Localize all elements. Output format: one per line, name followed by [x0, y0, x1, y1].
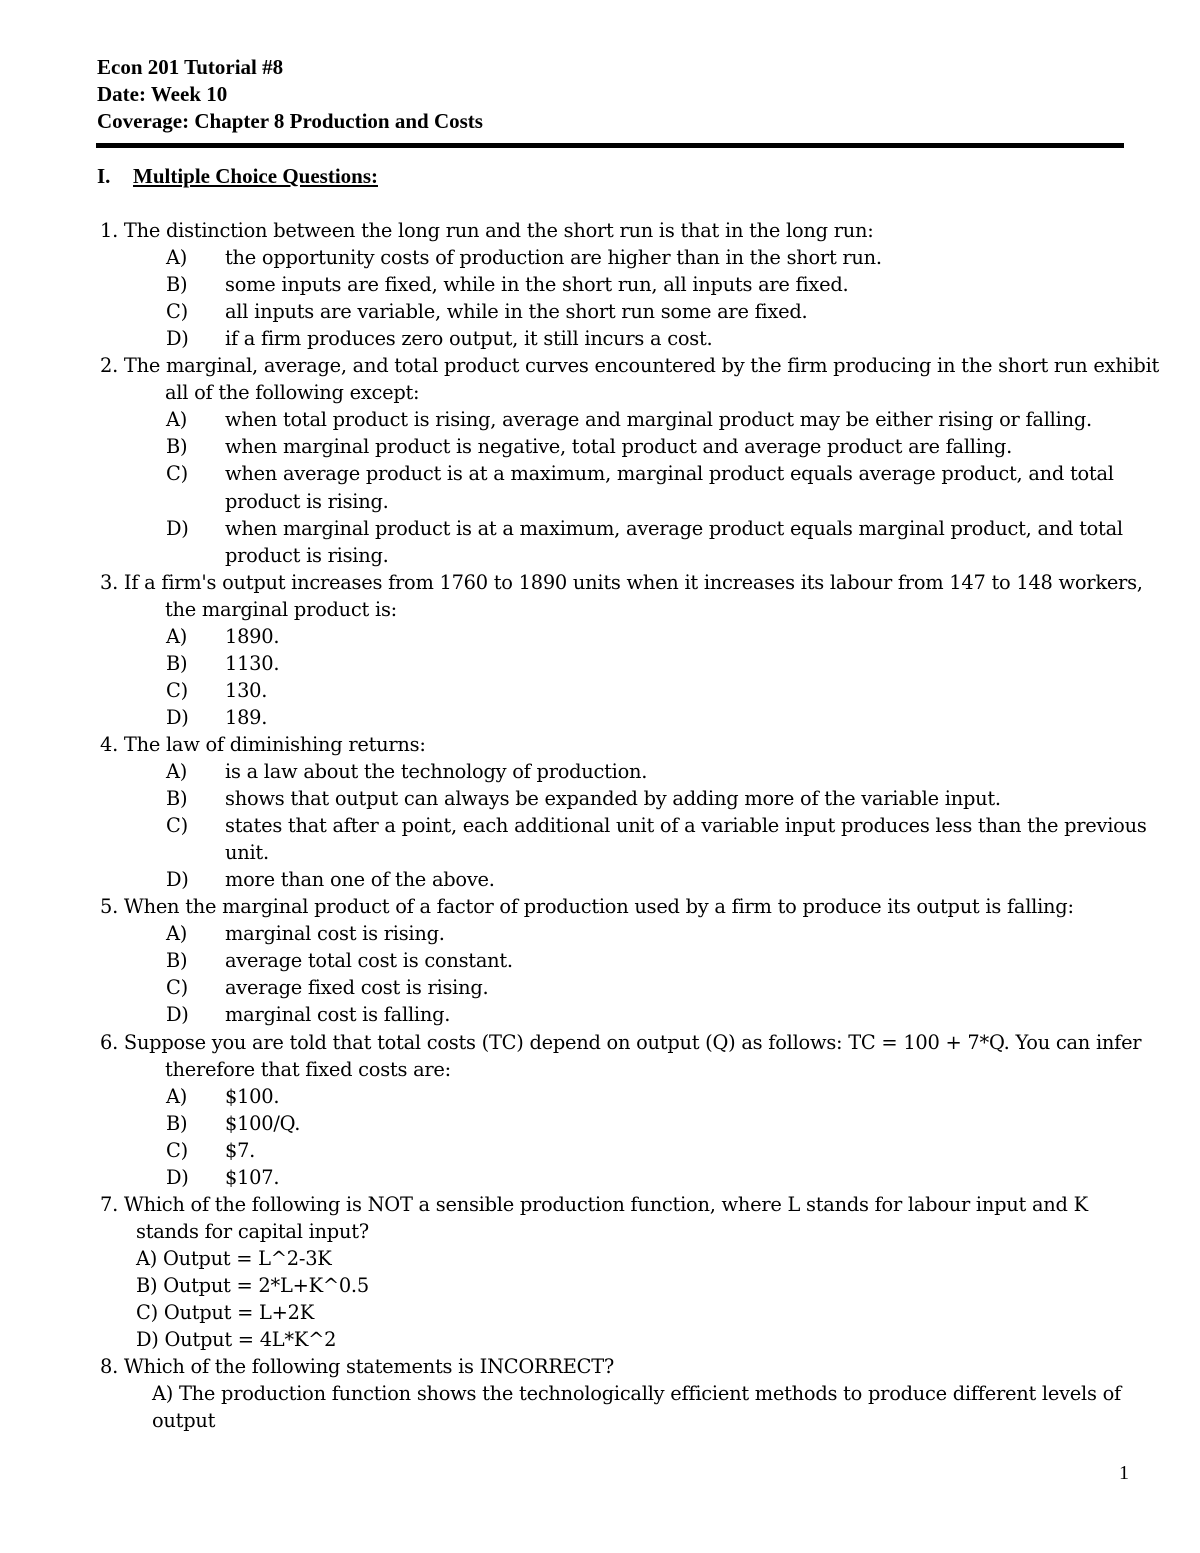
question-8-option: A) The production function shows the technologically efficient methods to produce different levels of — [152, 1382, 1121, 1406]
question-1-option-letter: A) — [166, 246, 188, 270]
question-6-text: therefore that fixed costs are: — [165, 1057, 451, 1081]
question-7-option: B) Output = 2*L+K^0.5 — [136, 1273, 369, 1297]
question-8-option: output — [152, 1409, 216, 1433]
question-2-option-text: when total product is rising, average and marginal product may be either rising or falling. — [225, 408, 1092, 432]
question-3-text: the marginal product is: — [165, 597, 397, 621]
question-2-option-text: when average product is at a maximum, marginal product equals average product, and total — [225, 462, 1114, 486]
question-1-option-letter: B) — [166, 273, 188, 297]
question-3-option-text: 1130. — [225, 651, 280, 675]
question-4-option-letter: D) — [166, 868, 189, 892]
question-7-option: C) Output = L+2K — [136, 1301, 314, 1324]
question-6-option-letter: A) — [166, 1084, 188, 1108]
question-8-text: 8. Which of the following statements is INCORRECT? — [100, 1355, 615, 1379]
section-heading — [97, 163, 378, 190]
question-2-text: 2. The marginal, average, and total product curves encountered by the firm producing in the short run exhibit — [100, 354, 1160, 378]
question-6-option-letter: B) — [166, 1111, 188, 1135]
question-6-option-letter: C) — [166, 1138, 188, 1162]
question-7-option: D) Output = 4L*K^2 — [136, 1328, 337, 1352]
question-7-text: 7. Which of the following is NOT a sensible production function, where L stands for labour input and K — [100, 1192, 1088, 1216]
question-4-option-text: is a law about the technology of production. — [225, 760, 648, 783]
question-3-option-letter: D) — [166, 705, 189, 729]
question-4-option-text: states that after a point, each additional unit of a variable input produces less than the previous — [225, 814, 1147, 838]
question-3-option-letter: A) — [166, 624, 188, 648]
question-6-text: 6. Suppose you are told that total costs (TC) depend on output (Q) as follows: TC = 100 + 7*Q. You can infer — [100, 1030, 1142, 1054]
question-1-option-letter: D) — [166, 327, 189, 351]
question-1-option-text: the opportunity costs of production are higher than in the short run. — [225, 246, 882, 270]
header-coverage: Coverage: Chapter 8 Production and Costs — [97, 109, 483, 133]
question-1-option-text: some inputs are fixed, while in the short run, all inputs are fixed. — [225, 273, 849, 297]
question-5-option-letter: A) — [166, 922, 188, 946]
question-4-option-letter: A) — [166, 760, 188, 783]
question-3-option-letter: B) — [166, 651, 188, 675]
question-2-option-text: when marginal product is negative, total product and average product are falling. — [225, 435, 1012, 459]
question-5-option-text: average fixed cost is rising. — [225, 976, 489, 1000]
question-2-option-text: product is rising. — [225, 543, 389, 567]
question-1-option-letter: C) — [166, 300, 188, 324]
question-1-option-text: if a firm produces zero output, it still incurs a cost. — [225, 327, 713, 351]
question-4-option-letter: B) — [166, 787, 188, 811]
question-3-option-letter: C) — [166, 678, 188, 702]
question-5-text: 5. When the marginal product of a factor of production used by a firm to produce its output is falling: — [100, 895, 1074, 919]
header-rule — [96, 143, 1124, 148]
question-4-option-text: shows that output can always be expanded by adding more of the variable input. — [225, 787, 1001, 811]
question-5-option-text: marginal cost is rising. — [225, 922, 445, 946]
question-2-option-letter: D) — [166, 516, 189, 540]
section-number: I. — [97, 164, 111, 188]
question-5-option-text: average total cost is constant. — [225, 949, 513, 973]
question-4-option-text: more than one of the above. — [225, 868, 495, 892]
question-1-option-text: all inputs are variable, while in the short run some are fixed. — [225, 300, 808, 324]
question-2-option-letter: B) — [166, 435, 188, 459]
question-2-option-letter: C) — [166, 462, 188, 486]
question-6-option-text: $7. — [225, 1138, 256, 1162]
page-number: 1 — [1119, 1462, 1129, 1484]
header-date: Date: Week 10 — [97, 82, 228, 106]
question-5-option-letter: B) — [166, 949, 188, 973]
question-7-option: A) Output = L^2-3K — [136, 1246, 332, 1270]
question-6-option-text: $100/Q. — [225, 1111, 301, 1135]
question-6-option-text: $107. — [225, 1165, 280, 1189]
question-5-option-letter: D) — [166, 1003, 189, 1027]
question-3-option-text: 1890. — [225, 624, 280, 648]
question-3-option-text: 130. — [225, 678, 268, 702]
question-6-option-text: $100. — [225, 1084, 280, 1108]
question-3-text: 3. If a firm's output increases from 1760 to 1890 units when it increases its labour from 147 to 148 workers, — [100, 570, 1143, 594]
question-5-option-text: marginal cost is falling. — [225, 1003, 451, 1027]
question-2-option-letter: A) — [166, 408, 188, 432]
question-7-text: stands for capital input? — [136, 1219, 369, 1243]
question-5-option-letter: C) — [166, 976, 188, 1000]
question-4-text: 4. The law of diminishing returns: — [100, 732, 426, 756]
question-4-option-text: unit. — [225, 841, 269, 865]
question-2-option-text: product is rising. — [225, 489, 389, 513]
section-title: Multiple Choice Questions: — [133, 164, 378, 188]
question-1-text: 1. The distinction between the long run and the short run is that in the long run: — [100, 219, 874, 242]
header-course: Econ 201 Tutorial #8 — [97, 55, 284, 79]
question-4-option-letter: C) — [166, 814, 188, 838]
question-2-text: all of the following except: — [165, 381, 420, 405]
question-2-option-text: when marginal product is at a maximum, average product equals marginal product, and total — [225, 516, 1123, 540]
question-6-option-letter: D) — [166, 1165, 189, 1189]
question-3-option-text: 189. — [225, 705, 268, 729]
